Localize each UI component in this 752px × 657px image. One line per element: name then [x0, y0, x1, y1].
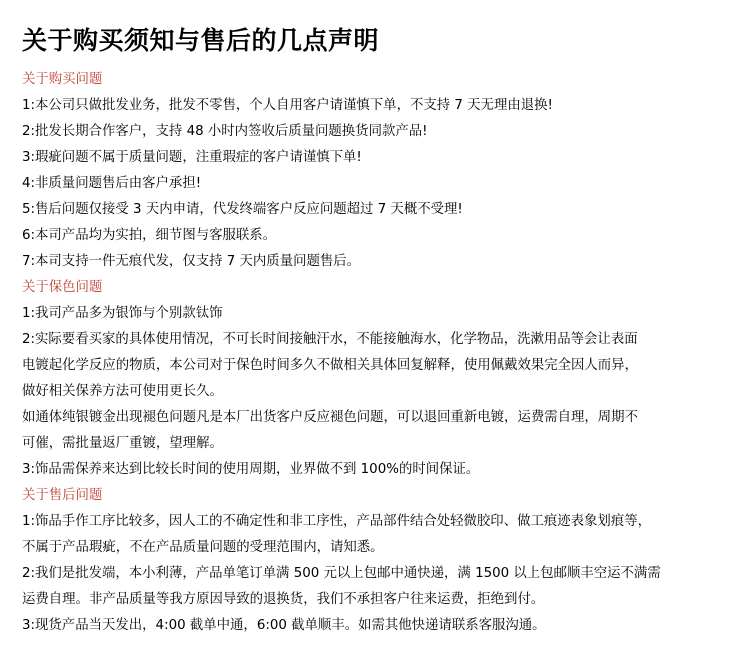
- color-item-3: 3:饰品需保养来达到比较长时间的使用周期，业界做不到 100%的时间保证。: [22, 462, 480, 477]
- page-title: 关于购买须知与售后的几点声明: [22, 26, 380, 55]
- purchase-item-6: 6:本司产品均为实拍，细节图与客服联系。: [22, 228, 277, 243]
- purchase-item-2: 2:批发长期合作客户，支持 48 小时内签收后质量问题换货同款产品!: [22, 124, 428, 139]
- purchase-item-1: 1:本公司只做批发业务，批发不零售，个人自用客户请谨慎下单，不支持 7 天无理由退换!: [22, 98, 553, 113]
- purchase-item-3: 3:瑕疵问题不属于质量问题，注重瑕症的客户请谨慎下单!: [22, 150, 362, 165]
- aftersale-item-3: 3:现货产品当天发出，4:00 截单中通，6:00 截单顺丰。如需其他快递请联系客服沟通。: [22, 618, 546, 633]
- section-heading-aftersale: 关于售后问题: [22, 488, 103, 503]
- aftersale-item-2-line-1: 2:我们是批发端，本小利薄，产品单笔订单满 500 元以上包邮中通快递，满 1500 以上包邮顺丰空运不满需: [22, 566, 661, 581]
- aftersale-item-1-line-1: 1:饰品手作工序比较多，因人工的不确定性和非工序性，产品部件结合处轻微胶印、做工痕迹表象划痕等，: [22, 514, 651, 529]
- section-heading-purchase: 关于购买问题: [22, 72, 103, 87]
- color-item-2-line-2: 电镀起化学反应的物质，本公司对于保色时间多久不做相关具体回复解释，使用佩戴效果完全因人而异，: [22, 358, 638, 373]
- color-item-2-line-1: 2:实际要看买家的具体使用情况，不可长时间接触汗水，不能接触海水，化学物品，洗漱用品等会让表面: [22, 332, 638, 347]
- purchase-item-5: 5:售后问题仅接受 3 天内申请，代发终端客户反应问题超过 7 天概不受理!: [22, 202, 463, 217]
- color-note-line-2: 可催，需批量返厂重镀，望理解。: [22, 436, 223, 451]
- color-item-2-line-3: 做好相关保养方法可使用更长久。: [22, 384, 223, 399]
- purchase-item-4: 4:非质量问题售后由客户承担!: [22, 176, 202, 191]
- aftersale-item-1-line-2: 不属于产品瑕疵，不在产品质量问题的受理范围内，请知悉。: [22, 540, 384, 555]
- purchase-item-7: 7:本司支持一件无痕代发，仅支持 7 天内质量问题售后。: [22, 254, 361, 269]
- color-item-1: 1:我司产品多为银饰与个别款钛饰: [22, 306, 223, 321]
- color-note-line-1: 如通体纯银镀金出现褪色问题凡是本厂出货客户反应褪色问题，可以退回重新电镀，运费需自理，周期不: [22, 410, 638, 425]
- aftersale-item-2-line-2: 运费自理。非产品质量等我方原因导致的退换货，我们不承担客户往来运费，拒绝到付。: [22, 592, 545, 607]
- section-heading-color: 关于保色问题: [22, 280, 103, 295]
